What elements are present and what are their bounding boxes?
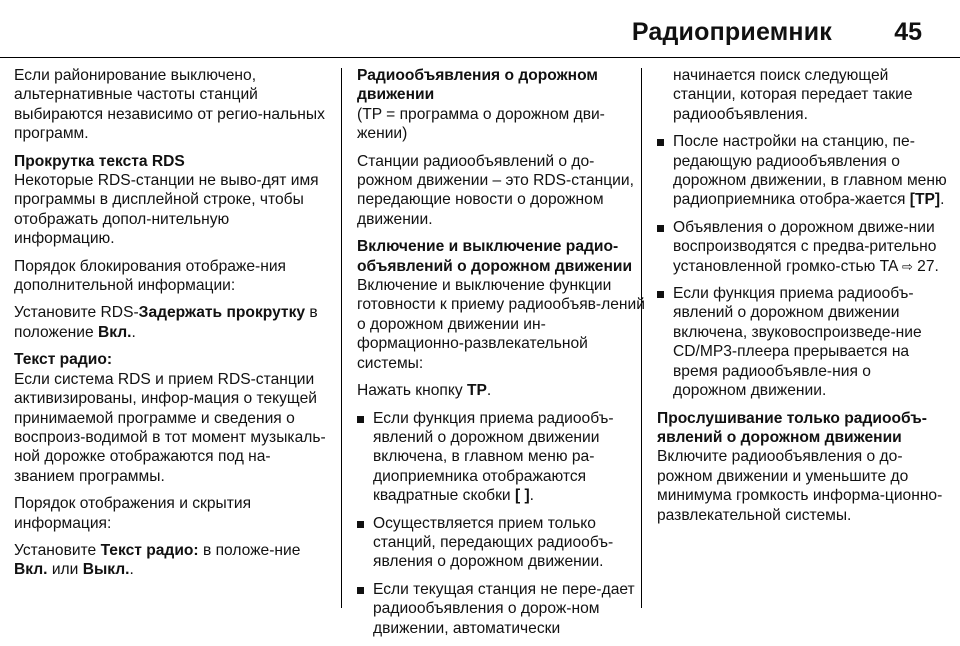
page-title: Радиоприемник [631,18,832,46]
symbol: [TP] [909,191,941,209]
button-name: TP [466,382,487,400]
section-heading: Прослушивание только радиообъ-явлений о дорожном движении [657,409,927,446]
bullet-icon [657,291,664,298]
column-3 [657,66,947,533]
text: Установите RDS- [14,304,139,322]
paragraph [14,303,326,342]
list-item [357,514,649,572]
header-divider [0,57,960,58]
paragraph [14,541,326,580]
column-divider-1 [341,68,342,608]
paragraph: Если районирование выключено, альтернативные частоты станций выбираются независимо от регио-нальных программ. [14,67,325,143]
text: Объявления о дорожном движе-нии воспроизводятся с предва-рительно установленной громко-стью TA [673,218,937,275]
paragraph [357,381,649,400]
column-1 [14,66,326,588]
section-heading: Текст радио: [14,351,113,369]
text: Если функция приема радиообъ-явлений о дорожном движении включена, звуковоспроизведе-ние CD/MP3-плеера прерывается на время радиообъявле-ния о дорожном движении. [673,285,922,400]
text: . [486,382,492,400]
bullet-icon [657,225,664,232]
bullet-icon [657,139,664,146]
setting-name: Задержать прокрутку [138,304,306,322]
text: Установите [14,541,101,559]
page-reference-arrow-icon: ⇨ [901,258,913,274]
setting-name: Текст радио: [100,541,199,559]
paragraph: начинается поиск следующей станции, которая передает такие радиообъявления. [673,67,913,123]
section-heading: Прокрутка текста RDS [14,152,185,170]
section-rds-scroll [14,152,326,343]
list-item [357,409,649,506]
section-traffic-announcements [357,66,649,229]
text: 27. [912,257,939,275]
setting-value: Выкл. [82,561,130,579]
column-2 [357,66,649,646]
symbol: [ ] [514,487,530,505]
paragraph: Некоторые RDS-станции не выво-дят имя программы в дисплейной строке, чтобы отображать допол-нительную информацию. [14,172,319,248]
paragraph: Включите радиообъявления о до-рожном движении и уменьшите до минимума громкость информа-ционно-развлекательной системы. [657,448,943,524]
list-item [657,284,947,400]
paragraph: Если система RDS и прием RDS-станции активизированы, инфор-мация о текущей принимаемой программе и сведения о воспроиз-водимой в тот момент музыкаль-ной дорожке отображаются под на-званием программы. [14,370,326,485]
text: Если функция приема радиообъ-явлений о дорожном движении включена, в главном меню ра-диоприемника отображаются квадратные скобки [373,409,614,505]
text: Если текущая станция не пере-дает радиообъявления о дорож-ном движении, автоматически [373,580,635,637]
text: . [940,191,945,209]
list-item [657,218,947,276]
text: Осуществляется прием только станций, передающих радиообъ-явления о дорожном движении. [373,514,614,571]
section-heading: Радиообъявления о дорожном движении [357,67,598,104]
bullet-icon [357,587,364,594]
paragraph: (TP = программа о дорожном дви-жении) [357,105,605,143]
text: После настройки на станцию, пе-редающую радиообъявления о дорожном движении, в главном меню радиоприемника отобра-жается [673,133,947,209]
paragraph: Порядок блокирования отображе-ния дополнительной информации: [14,257,286,295]
list-item [357,580,649,638]
paragraph: Порядок отображения и скрытия информация: [14,495,252,532]
paragraph: Включение и выключение функции готовности к приему радиообъяв-лений о дорожном движении ин-формационно-развлекательной системы: [357,277,645,372]
section-traffic-toggle [357,237,649,638]
text: или [47,561,83,579]
section-heading: Включение и выключение радио-объявлений о дорожном движении [357,238,633,275]
text: . [529,487,534,505]
page-number: 45 [894,18,922,46]
list-item [657,132,947,210]
text: . [129,561,134,579]
text: в положе-ние [198,541,301,559]
text: Нажать кнопку [357,382,467,400]
bullet-list [357,409,649,638]
section-radio-text [14,350,326,579]
bullet-icon [357,521,364,528]
bullet-icon [357,416,364,423]
bullet-list [657,132,947,400]
setting-value: Вкл. [97,323,132,341]
setting-value: Вкл. [14,561,48,579]
section-traffic-only [657,409,947,525]
text: . [131,323,136,341]
text: в положение [14,304,318,341]
page-header [0,0,960,58]
paragraph: Станции радиообъявлений о до-рожном движении – это RDS-станции, передающие новости о дорожном движении. [357,152,634,228]
